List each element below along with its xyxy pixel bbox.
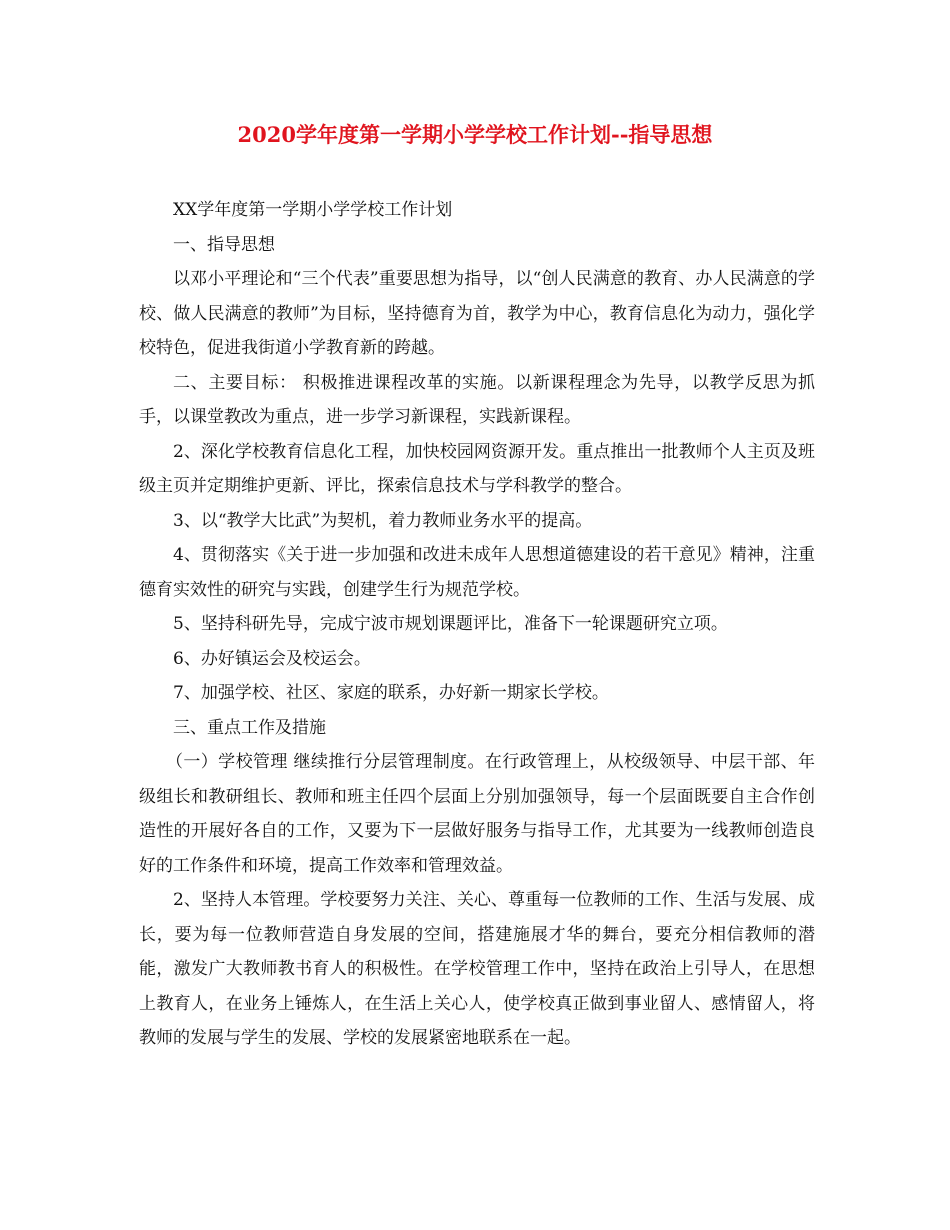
paragraph-goal-3: 3、以“教学大比武”为契机，着力教师业务水平的提高。 (173, 510, 593, 531)
paragraph-subtitle: XX学年度第一学期小学学校工作计划 (173, 200, 453, 220)
paragraph-main-goals: 二、主要目标： 积极推进课程改革的实施。以新课程理念为先导，以教学反思为抓手，以课堂教改为重点，进一步学习新课程，实践新课程。 (139, 372, 815, 427)
paragraph-goal-4: 4、贯彻落实《关于进一步加强和改进未成年人思想道德建设的若干意见》精神，注重德育实效性的研究与实践，创建学生行为规范学校。 (139, 545, 815, 600)
paragraph-heading-guiding-ideology: 一、指导思想 (173, 234, 275, 255)
paragraph-goal-2: 2、深化学校教育信息化工程，加快校园网资源开发。重点推出一批教师个人主页及班级主页并定期维护更新、评比，探索信息技术与学科教学的整合。 (139, 441, 815, 496)
paragraph-people-oriented-management: 2、坚持人本管理。学校要努力关注、关心、尊重每一位教师的工作、生活与发展、成长，要为每一位教师营造自身发展的空间，搭建施展才华的舞台，要充分相信教师的潜能，激发广大教师教书育人的积极性。在学校管理工作中，坚持在政治上引导人，在思想上教育人，在业务上锤炼人，在生活上关心人，使学校真正做到事业留人、感情留人，将教师的发展与学生的发展、学校的发展紧密地联系在一起。 (139, 890, 815, 1048)
paragraph-goal-5: 5、坚持科研先导，完成宁波市规划课题评比，准备下一轮课题研究立项。 (173, 614, 728, 634)
paragraph-heading-key-work: 三、重点工作及措施 (173, 717, 326, 738)
paragraph-goal-6: 6、办好镇运会及校运会。 (173, 648, 371, 669)
document-body (139, 193, 815, 1056)
paragraph-goal-7: 7、加强学校、社区、家庭的联系，办好新一期家长学校。 (173, 683, 609, 703)
paragraph-guiding-ideology: 以邓小平理论和“三个代表”重要思想为指导，以“创人民满意的教育、办人民满意的学校、做人民满意的教师”为目标，坚持德育为首，教学为中心，教育信息化为动力，强化学校特色，促进我街道小学教育新的跨越。 (139, 269, 815, 358)
document-title: 2020学年度第一学期小学学校工作计划--指导思想 (237, 122, 713, 147)
paragraph-school-management: （一）学校管理 继续推行分层管理制度。在行政管理上，从校级领导、中层干部、年级组长和教研组长、教师和班主任四个层面上分别加强领导，每一个层面既要自主合作创造性的开展好各自的工作，又要为下一层做好服务与指导工作，尤其要为一线教师创造良好的工作条件和环境，提高工作效率和管理效益。 (139, 752, 815, 876)
